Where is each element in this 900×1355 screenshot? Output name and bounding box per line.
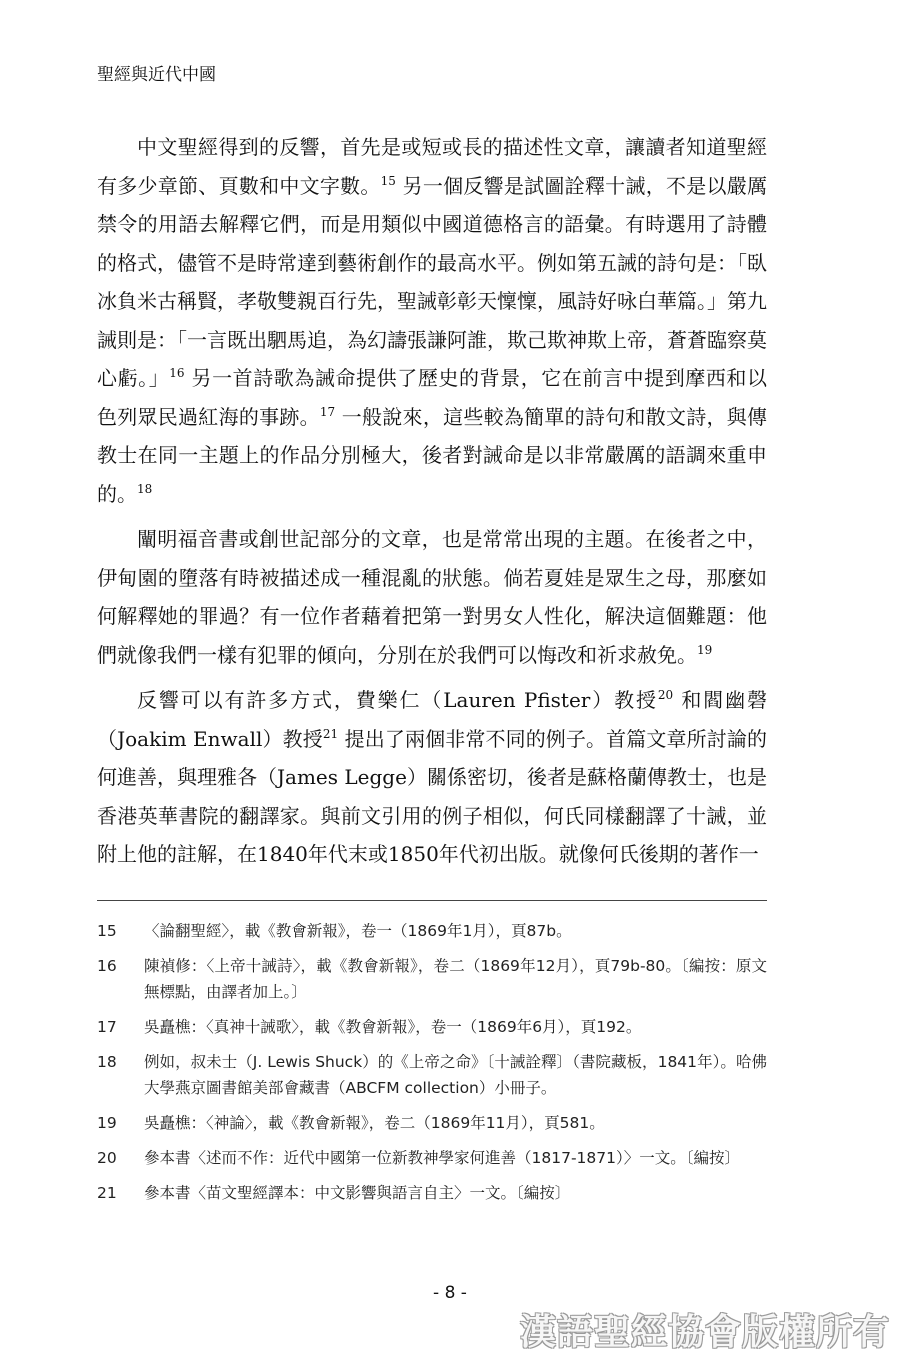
paragraph-2 [97, 520, 767, 674]
text-run: 提出了兩個非常不同的例子。首篇文章所討論的何進善，與理雅各（James Legge）關係密切，後者是蘇格蘭傳教士，也是香港英華書院的翻譯家。與前文引用的例子相似，何氏同樣翻譯了十誡，並附上他的註解，在1840年代末或1850年代初出版。就像何氏後期的著作一 [97, 726, 768, 866]
footnotes-section [97, 918, 767, 1215]
footnote-ref-15[interactable]: 15 [380, 173, 396, 188]
footnote-text: 〈論翻聖經〉，載《教會新報》，卷一（1869年1月），頁87b。 [144, 922, 572, 940]
footnote-17 [97, 1014, 767, 1040]
footnote-text: 吳矗樵：〈真神十誡歌〉，載《教會新報》，卷一（1869年6月），頁192。 [144, 1018, 642, 1036]
text-run: 另一個反響是試圖詮釋十誡，不是以嚴厲禁令的用語去解釋它們，而是用類似中國道德格言的語彙。有時選用了詩體的格式，儘管不是時常達到藝術創作的最高水平。例如第五誡的詩句是：「臥冰負米古稱賢，孝敬雙親百行先，聖誡彰彰天懍懍，風詩好咏白華篇。」第九誡則是：「一言既出駟馬追，為幻譸張謙阿誰，欺己欺神欺上帝，蒼蒼臨察莫心虧。」 [97, 173, 768, 390]
footnote-16 [97, 953, 767, 1005]
footnote-ref-18[interactable]: 18 [137, 481, 153, 496]
footnote-number: 16 [97, 957, 117, 975]
footnote-text: 吳矗樵：〈神論〉，載《教會新報》，卷二（1869年11月），頁581。 [144, 1114, 605, 1132]
footnote-number: 20 [97, 1149, 117, 1167]
footnote-number: 15 [97, 922, 117, 940]
text-run: 一般說來，這些較為簡單的詩句和散文詩，與傳教士在同一主題上的作品分別極大，後者對誡命是以非常嚴厲的語調來重申的。 [97, 404, 767, 506]
paragraph-3 [97, 681, 767, 874]
footnote-text: 參本書〈苗文聖經譯本：中文影響與語言自主〉一文。〔編按〕 [144, 1184, 571, 1202]
text-run: 中文聖經得到的反響，首先是或短或長的描述性文章，讓讀者知道聖經有多少章節、頁數和中文字數。 [97, 135, 767, 198]
text-run: 闡明福音書或創世記部分的文章，也是常常出現的主題。在後者之中，伊甸園的墮落有時被描述成一種混亂的狀態。倘若夏娃是眾生之母，那麼如何解釋她的罪過？有一位作者藉着把第一對男女人性化，解決這個難題：他們就像我們一樣有犯罪的傾向，分別在於我們可以悔改和祈求赦免。 [97, 527, 767, 667]
footnote-ref-16[interactable]: 16 [169, 366, 185, 380]
running-header: 聖經與近代中國 [97, 65, 216, 85]
footnote-ref-17[interactable]: 17 [319, 404, 336, 419]
footnote-19 [97, 1110, 767, 1136]
footnote-text: 陳禎修：〈上帝十誡詩〉，載《教會新報》，卷二（1869年12月），頁79b-80。〔編按：原文無標點，由譯者加上。〕 [144, 957, 767, 1001]
footnote-21 [97, 1180, 767, 1206]
footnote-number: 17 [97, 1018, 117, 1036]
footnote-divider [97, 900, 767, 901]
footnote-ref-19[interactable]: 19 [697, 642, 713, 657]
footnote-18 [97, 1049, 767, 1101]
page-number: - 8 - [433, 1283, 467, 1303]
text-run: 反響可以有許多方式，費樂仁（Lauren Pfister）教授 [137, 688, 658, 712]
footnote-15 [97, 918, 767, 944]
footnote-ref-20[interactable]: 20 [657, 688, 674, 702]
text-run: 另一首詩歌為誡命提供了歷史的背景，它在前言中提到摩西和以色列眾民過紅海的事跡。 [97, 366, 767, 429]
footnote-20 [97, 1145, 767, 1171]
footnote-number: 21 [97, 1184, 117, 1202]
paragraph-1 [97, 128, 767, 513]
footnote-number: 18 [97, 1053, 117, 1071]
copyright-watermark: 漢語聖經協會版權所有 [519, 1312, 890, 1353]
text-run: 和閻幽磬（Joakim Enwall）教授 [97, 688, 768, 751]
footnote-text: 參本書〈述而不作：近代中國第一位新教神學家何進善（1817-1871）〉一文。〔編按〕 [144, 1149, 740, 1167]
footnote-ref-21[interactable]: 21 [322, 726, 339, 741]
footnote-text: 例如，叔未士（J. Lewis Shuck）的《上帝之命》〔十誡詮釋〕（書院藏板，1841年）。哈佛大學燕京圖書館美部會藏書（ABCFM collection）小冊子。 [144, 1053, 767, 1097]
footnote-number: 19 [97, 1114, 117, 1132]
main-text [97, 128, 767, 881]
